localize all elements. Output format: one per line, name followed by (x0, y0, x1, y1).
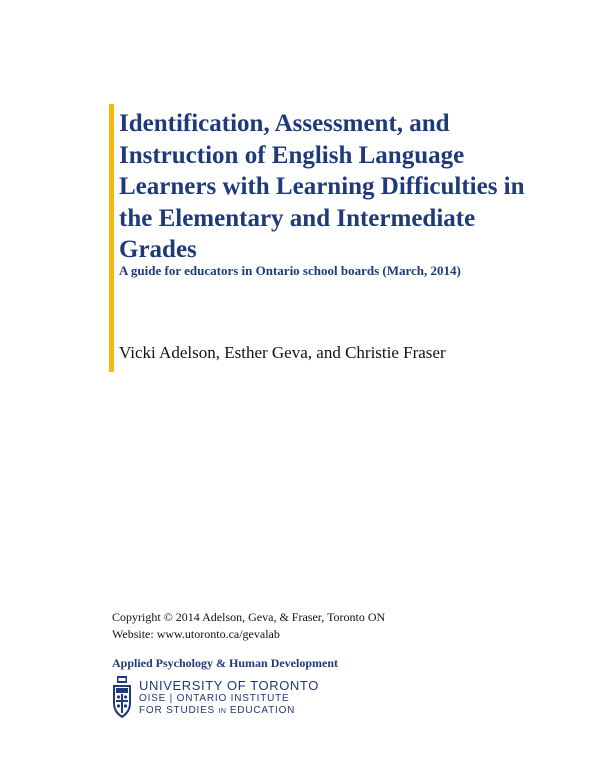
title-line: Learners with Learning Difficulties in (119, 173, 525, 200)
document-title (119, 108, 589, 266)
logo-oise-in: IN (218, 708, 227, 715)
copyright-block (112, 609, 385, 643)
title-line: Grades (119, 236, 197, 263)
copyright-text: Copyright © 2014 Adelson, Geva, & Fraser, Toronto ON (112, 610, 386, 624)
website-text: Website: www.utoronto.ca/gevalab (112, 627, 280, 641)
crest-icon (111, 675, 133, 719)
department-name: Applied Psychology & Human Development (112, 656, 339, 670)
title-line: Instruction of English Language (119, 141, 465, 169)
logo-oise-line1: OISE | ONTARIO INSTITUTE (139, 693, 290, 704)
university-logo (111, 675, 341, 720)
subtitle: A guide for educators in Ontario school boards (March, 2014) (119, 263, 461, 278)
logo-oise-education: EDUCATION (229, 705, 296, 716)
logo-oise-for-studies: FOR STUDIES (139, 705, 216, 716)
title-line: Identification, Assessment, and (119, 110, 450, 137)
accent-bar (109, 104, 114, 372)
logo-wordmark (139, 679, 319, 718)
logo-university: UNIVERSITY OF TORONTO (139, 678, 319, 693)
title-line: the Elementary and Intermediate (119, 204, 476, 232)
authors: Vicki Adelson, Esther Geva, and Christie Fraser (119, 343, 446, 362)
logo-oise-line2 (139, 705, 319, 718)
